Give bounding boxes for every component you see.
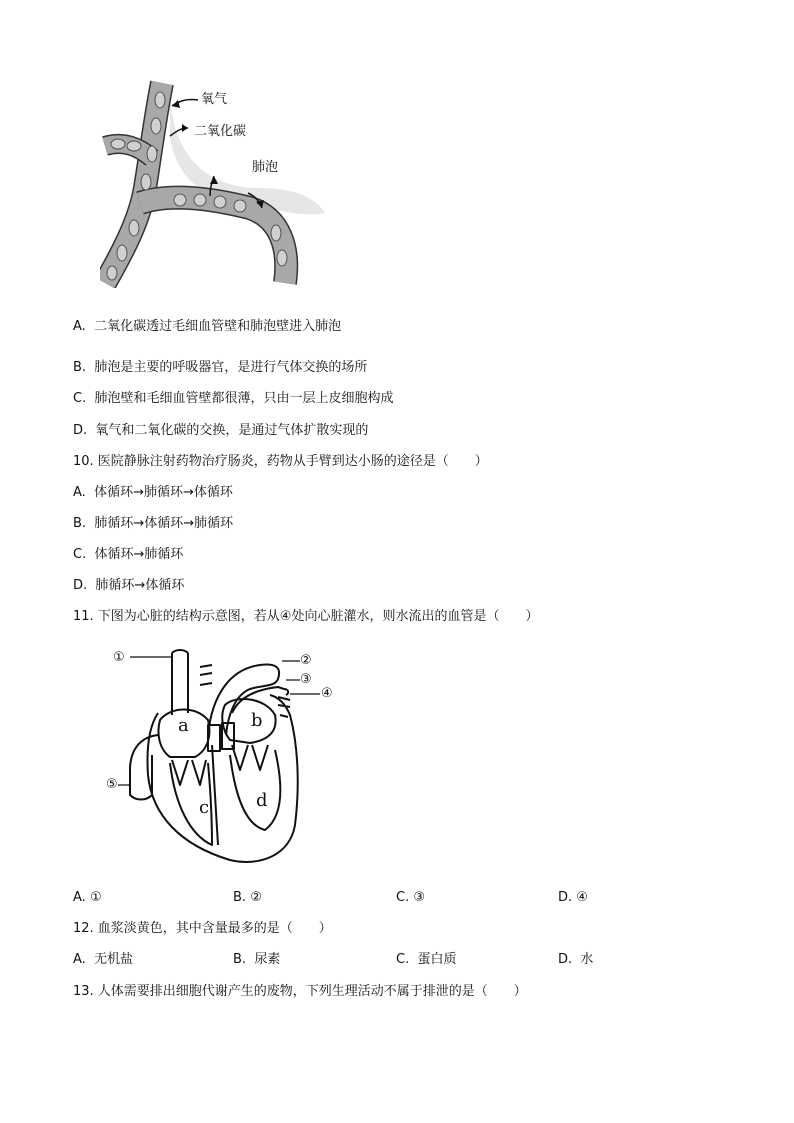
q11-option-b xyxy=(233,890,262,906)
option-text: ④ xyxy=(576,890,588,905)
option-text: ② xyxy=(250,890,262,905)
q10-option-c xyxy=(73,547,183,563)
alveolus-capillary-figure xyxy=(100,78,340,288)
option-key: C. xyxy=(73,391,87,406)
option-key: D. xyxy=(73,578,88,593)
q9-option-c xyxy=(73,391,394,407)
option-key: B. xyxy=(73,516,87,531)
q9-option-d xyxy=(73,423,368,439)
option-text: 蛋白质 xyxy=(417,952,457,967)
option-text: 二氧化碳透过毛细血管壁和肺泡壁进入肺泡 xyxy=(94,319,342,334)
heart-label-5: ⑤ xyxy=(106,777,118,792)
label-oxygen: 氧气 xyxy=(201,92,228,107)
heart-label-2: ② xyxy=(300,653,312,668)
option-text: 肺循环→体循环→肺循环 xyxy=(94,516,234,531)
option-key: D. xyxy=(73,423,88,438)
q11-option-c xyxy=(396,890,425,906)
q12-stem: 12. 血浆淡黄色，其中含量最多的是（ ） xyxy=(73,921,332,936)
option-text: ① xyxy=(89,890,102,905)
q10-option-a xyxy=(73,485,233,501)
q12-option-b xyxy=(233,952,280,968)
q11-stem: 11. 下图为心脏的结构示意图，若从④处向心脏灌水，则水流出的血管是（ ） xyxy=(73,609,539,624)
option-text: 体循环→肺循环→体循环 xyxy=(94,485,233,500)
q10-option-d xyxy=(73,578,184,594)
label-alveolus: 肺泡 xyxy=(252,160,279,175)
label-co2: 二氧化碳 xyxy=(194,124,247,139)
q10-option-b xyxy=(73,516,233,532)
option-key: B. xyxy=(233,952,247,967)
option-key: A. xyxy=(73,319,86,334)
q11-option-d xyxy=(558,890,588,906)
option-key: B. xyxy=(233,890,247,905)
heart-label-a: a xyxy=(178,715,189,736)
option-text: ③ xyxy=(413,890,426,905)
option-text: 尿素 xyxy=(254,952,281,967)
q12-option-a xyxy=(73,952,133,968)
option-text: 无机盐 xyxy=(94,952,134,967)
option-text: 肺泡壁和毛细血管壁都很薄，只由一层上皮细胞构成 xyxy=(94,391,394,406)
option-text: 体循环→肺循环 xyxy=(94,547,184,562)
q12-option-d xyxy=(558,952,593,968)
option-text: 氧气和二氧化碳的交换，是通过气体扩散实现的 xyxy=(95,423,369,438)
q10-stem: 10. 医院静脉注射药物治疗肠炎，药物从手臂到达小肠的途径是（ ） xyxy=(73,454,488,469)
q9-option-b xyxy=(73,360,367,376)
option-key: A. xyxy=(73,485,86,500)
option-key: A. xyxy=(73,952,86,967)
option-key: A. xyxy=(73,890,86,905)
heart-label-c: c xyxy=(199,797,210,818)
heart-label-b: b xyxy=(251,710,263,731)
option-key: D. xyxy=(558,890,573,905)
q12-option-c xyxy=(396,952,457,968)
option-key: D. xyxy=(558,952,573,967)
q11-option-a xyxy=(73,890,102,906)
option-text: 肺泡是主要的呼吸器官，是进行气体交换的场所 xyxy=(94,360,368,375)
option-text: 肺循环→体循环 xyxy=(95,578,185,593)
heart-label-4: ④ xyxy=(321,686,333,701)
option-key: C. xyxy=(73,547,87,562)
option-text: 水 xyxy=(580,952,594,967)
option-key: C. xyxy=(396,952,410,967)
q9-option-a xyxy=(73,319,341,335)
q13-stem: 13. 人体需要排出细胞代谢产生的废物，下列生理活动不属于排泄的是（ ） xyxy=(73,984,527,999)
heart-label-1: ① xyxy=(113,650,125,665)
option-key: C. xyxy=(396,890,410,905)
heart-label-3: ③ xyxy=(300,672,312,687)
heart-label-d: d xyxy=(256,790,268,811)
option-key: B. xyxy=(73,360,87,375)
